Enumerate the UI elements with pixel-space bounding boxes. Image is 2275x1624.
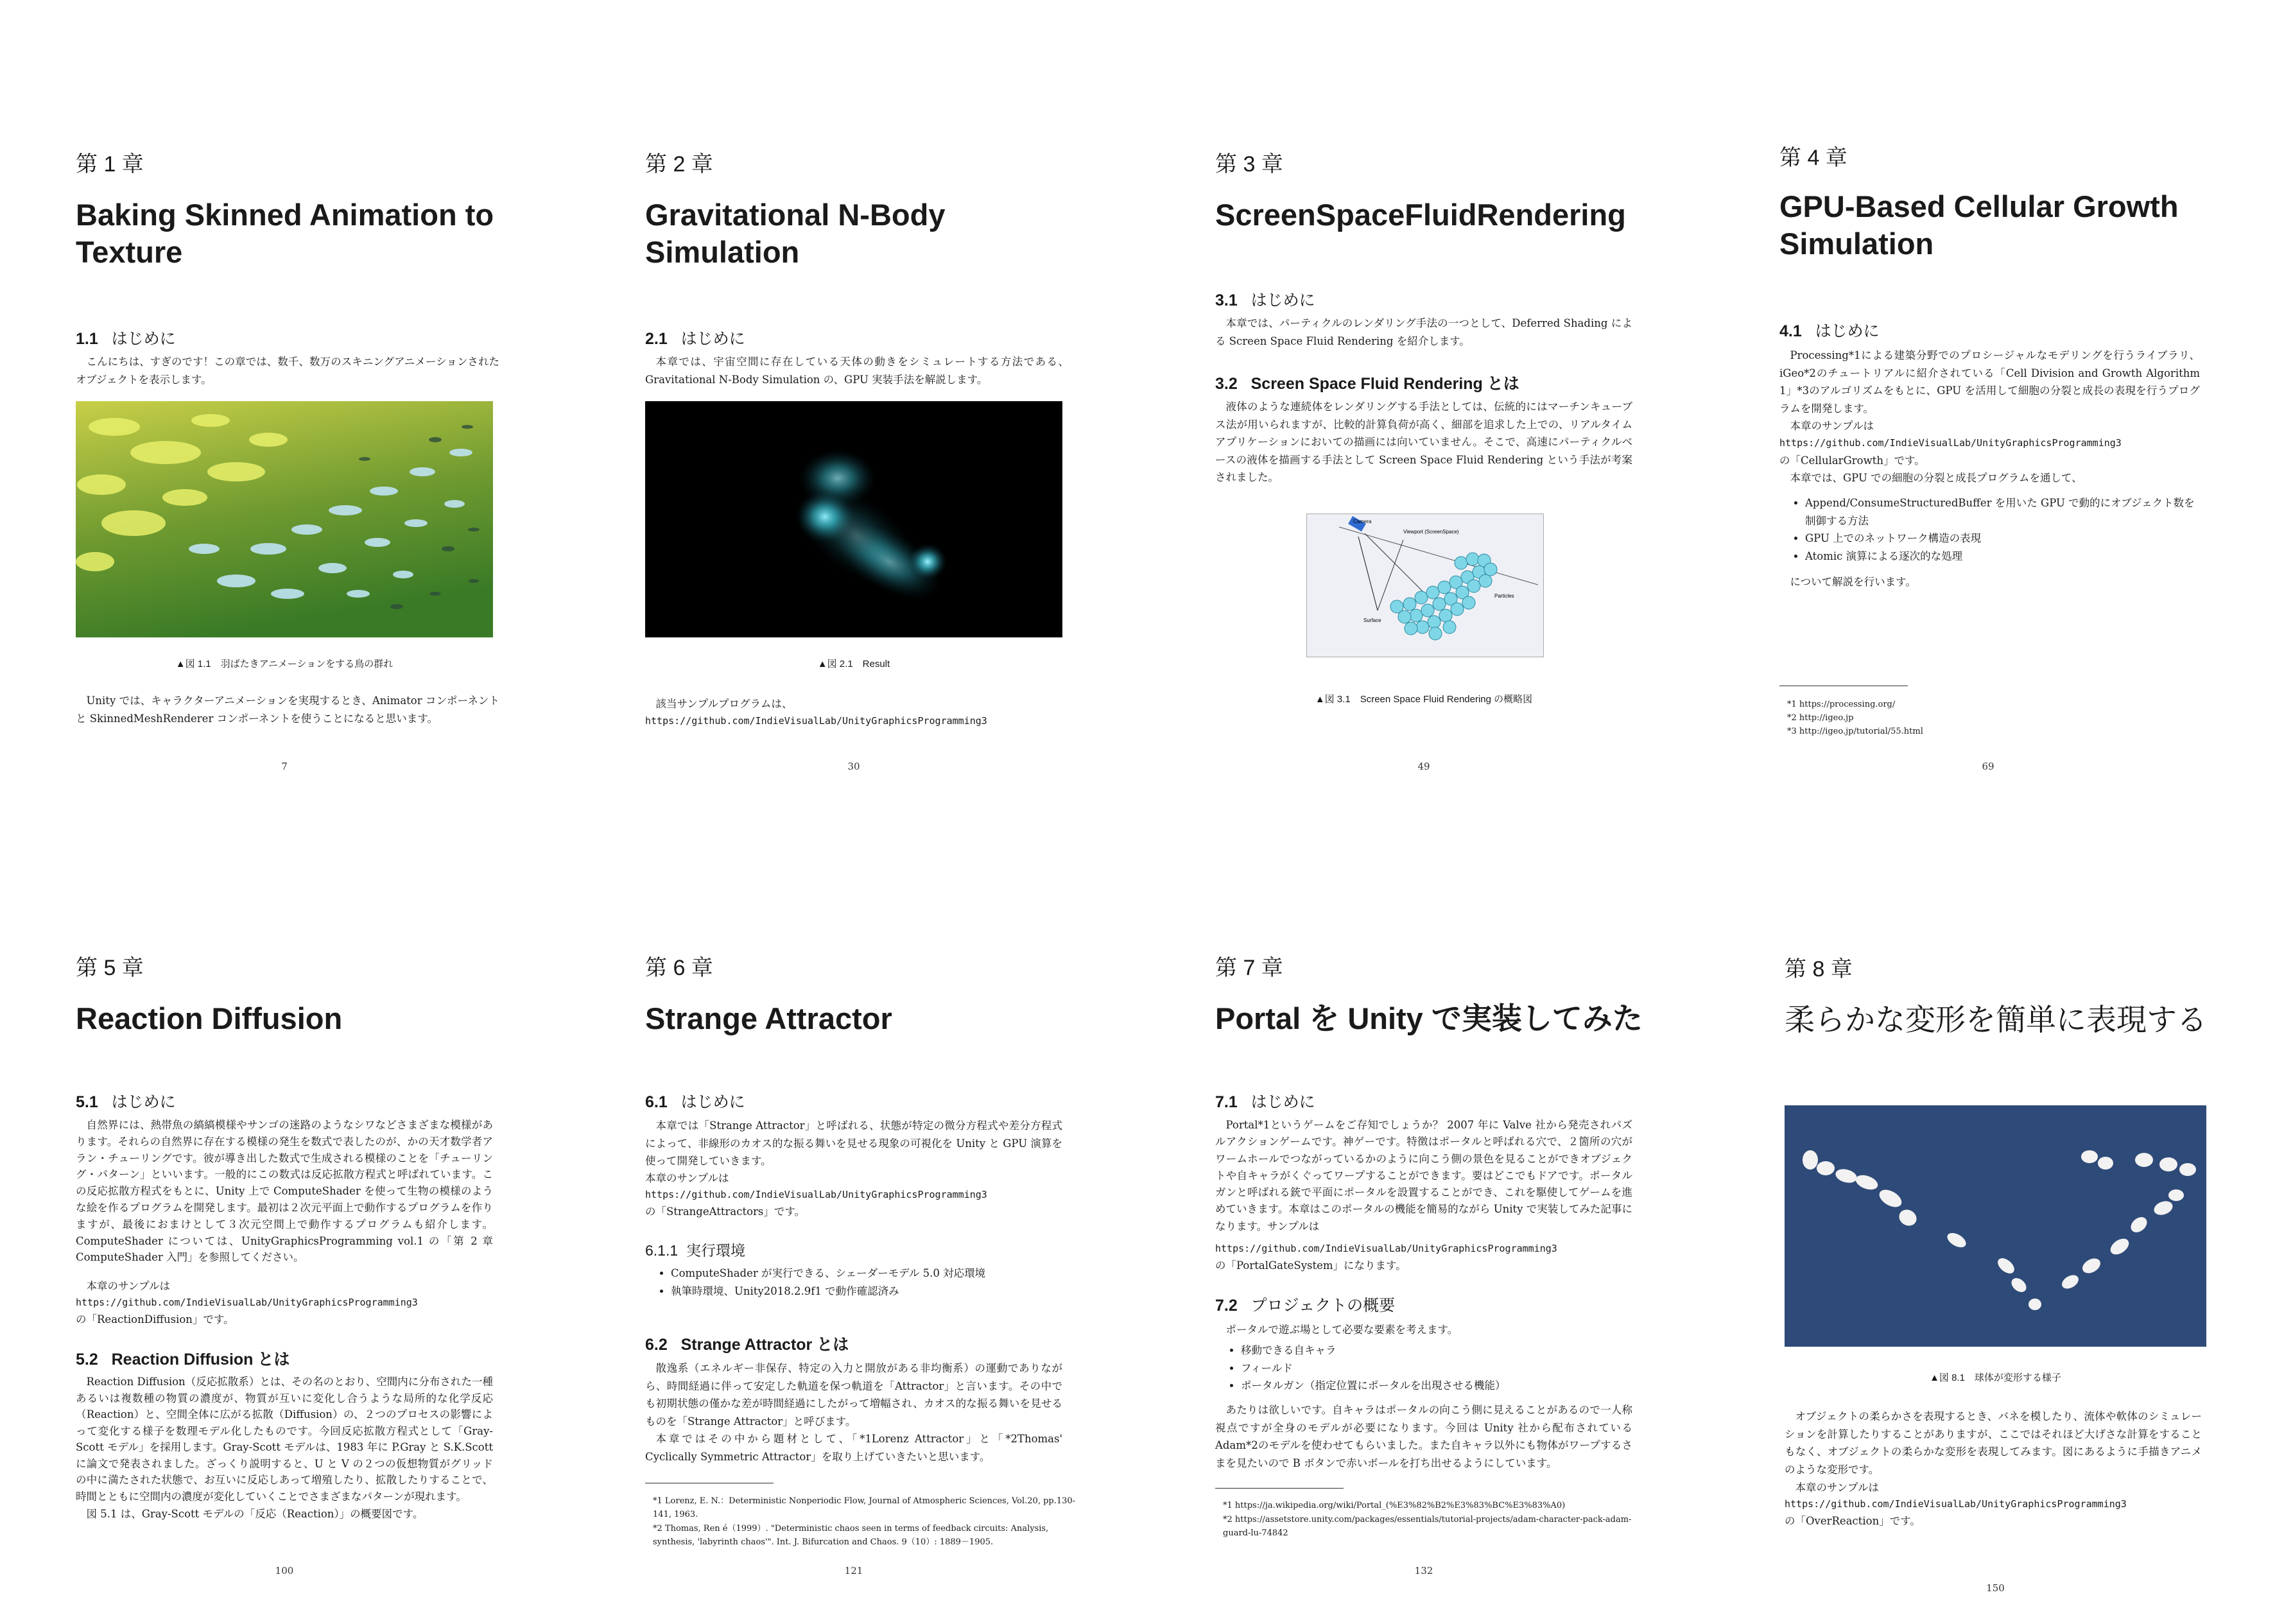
section-name: はじめに [680, 1093, 745, 1111]
paragraph: の「OverReaction」です。 [1785, 1515, 1921, 1527]
paragraph: Unity では、キャラクターアニメーションを実現するとき、Animator コンポーネントと SkinnedMeshRenderer コンポーネントを使うことになると思います。 [76, 695, 499, 725]
page-number: 100 [275, 1565, 294, 1576]
viewport-label: Viewport (ScreenSpace) [1403, 529, 1459, 535]
sample-url[interactable]: https://github.com/IndieVisualLab/UnityGraphicsProgramming3 [645, 1189, 987, 1200]
page-number: 69 [1982, 761, 1994, 772]
section-heading [1215, 288, 1315, 311]
deformation-image [1785, 1105, 2206, 1347]
nbody-image [645, 401, 1062, 637]
sample-url[interactable]: https://github.com/IndieVisualLab/UnityGraphicsProgramming3 [645, 715, 987, 727]
chapter-label: 第 7 章 [1215, 956, 1283, 980]
paragraph: 図 5.1 は、Gray-Scott モデルの「反応（Reaction）」の概要図です。 [86, 1508, 424, 1520]
section-name: はじめに [1815, 322, 1880, 340]
ssfr-diagram [1307, 514, 1543, 657]
subsection-heading [645, 1239, 745, 1260]
list-item: • Atomic 演算による逐次的な処理 [1805, 548, 2203, 566]
chapter-title: Portal を Unity で実装してみた [1215, 1001, 1643, 1035]
section-number: 2.1 [645, 330, 668, 348]
footnote: *1 https://processing.org/ [1787, 700, 1896, 709]
section-name: はじめに [680, 330, 745, 348]
section-heading [645, 1089, 745, 1112]
section-heading [1215, 1089, 1315, 1112]
chapter-label: 第 8 章 [1785, 957, 1853, 981]
paragraph: 散逸系（エネルギー非保存、特定の入力と開放がある非均衡系）の運動でありながら、時間経過に伴って安定した軌道を保つ軌道を「Attractor」と言います。その中でも初期状態の僅かな差が時間経過にしたがって増幅され、カオス的な振る舞いを見せるものを「Strange Attractor」と呼びます。 [645, 1362, 1062, 1428]
figure-caption: ▲図 1.1 羽ばたきアニメーションをする鳥の群れ [175, 659, 394, 669]
paragraph: オブジェクトの柔らかさを表現するとき、バネを模したり、流体や軟体のシミュレーションを計算したりすることがありますが、ここではそれほど大げさな計算をすることもなく、オブジェクトの柔らかな変形を表現してみます。図にあるように手描きアニメのような変形です。 [1785, 1410, 2202, 1476]
section-number: 4.1 [1779, 322, 1802, 340]
section-number: 7.1 [1215, 1093, 1238, 1111]
paragraph: について解説を行います。 [1790, 576, 1916, 588]
footnote: *2 Thomas, Ren é（1999）. "Deterministic chaos seen in terms of feedback circuits: Analysis, synthesis, 'labyrinth chaos'". Int. J. Bifurcation and Chaos. 9（10）: 1889－1905. [653, 1524, 1049, 1547]
section-number: 1.1 [76, 330, 98, 348]
page-number: 49 [1417, 761, 1430, 772]
paragraph: の「CellularGrowth」です。 [1779, 454, 1925, 467]
section-name: はじめに [1250, 1093, 1315, 1111]
chapter-label: 第 3 章 [1215, 152, 1283, 177]
sample-url[interactable]: https://github.com/IndieVisualLab/UnityGraphicsProgramming3 [1779, 437, 2122, 449]
chapter-title: Gravitational N-Body Simulation [645, 198, 946, 269]
footnote: *2 https://assetstore.unity.com/packages/essentials/tutorial-projects/adam-character-pack-adam-guard-lu-74842 [1223, 1515, 1632, 1538]
section-name: はじめに [111, 330, 176, 348]
paragraph: 本章では、GPU での細胞の分裂と成長プログラムを通して、 [1790, 472, 2082, 484]
section-name: はじめに [1250, 291, 1315, 309]
chapter-title: Reaction Diffusion [76, 1001, 343, 1035]
footnote: *2 http://igeo.jp [1787, 713, 1854, 723]
figure-nbody-result [645, 401, 1062, 637]
chapter-title: Strange Attractor [645, 1001, 892, 1035]
paragraph: Portal*1というゲームをご存知でしょうか？ 2007 年に Valve 社から発売されパズルアクションゲームです。神ゲーです。特徴はポータルと呼ばれる穴で、２箇所の穴がワームホールでつながっているかのように向こう側の景色を見ることができオブジェクトや自キャラがくぐってワープすることができます。要はどこでもドアです。ポータルガンと呼ばれる銃で平面にポータルを設置することができ、これを駆使してゲームを進めていきます。本章はこのポータルの機能を簡易的ながら Unity で実装してみた記事になります。サンプルは [1215, 1119, 1632, 1232]
paragraph: の「StrangeAttractors」です。 [645, 1205, 806, 1218]
subsection-name: 実行環境 [686, 1242, 745, 1259]
paragraph: 該当サンプルプログラムは、 [655, 698, 793, 710]
footnote: *3 http://igeo.jp/tutorial/55.html [1787, 727, 1923, 736]
list-item: • ComputeShader が実行できる、シェーダーモデル 5.0 対応環境 [671, 1265, 1069, 1283]
chapter-title: Baking Skinned Animation to Texture [76, 198, 494, 269]
footnote: *1 https://ja.wikipedia.org/wiki/Portal_(%E3%82%B2%E3%83%BC%E3%83%A0) [1223, 1501, 1566, 1510]
page-number: 7 [281, 761, 288, 772]
list-item: • GPU 上でのネットワーク構造の表現 [1805, 530, 2203, 548]
list-item: • Append/ConsumeStructuredBuffer を用いた GPU で動的にオブジェクト数を制御する方法 [1805, 494, 2203, 530]
section-name: Screen Space Fluid Rendering とは [1250, 375, 1519, 393]
figure-bird-flock [76, 401, 493, 637]
paragraph: あたりは欲しいです。自キャラはポータルの向こう側に見えることがあるので一人称視点ですが全身のモデルが必要になります。今回は Unity 社から配布されている Adam*2のモデルを使わせてもらいました。また自キャラ以外にも物体がワープするさまを見たいので B ボタンで赤いボールを打ち出せるようにしています。 [1215, 1404, 1632, 1469]
page-number: 132 [1414, 1565, 1433, 1576]
list-item: • ポータルガン（指定位置にポータルを出現させる機能） [1241, 1377, 1639, 1395]
section-name: はじめに [111, 1093, 176, 1111]
figure-caption: ▲図 3.1 Screen Space Fluid Rendering の概略図 [1315, 694, 1533, 705]
section-heading [76, 1089, 176, 1112]
chapter-title: GPU-Based Cellular Growth Simulation [1779, 189, 2179, 261]
section-number: 6.2 [645, 1336, 668, 1354]
surface-label: Surface [1363, 618, 1381, 623]
section-heading [76, 1347, 290, 1370]
paragraph: Processing*1による建築分野でのプロシージャルなモデリングを行うライブラリ、iGeo*2のチュートリアルに紹介されている「Cell Division and Growth Algorithm 1」*3のアルゴリズムをもとに、GPU を活用して細胞の分裂と成長の表現を行うプログラムを開発します。 [1779, 349, 2200, 415]
page-number: 30 [847, 761, 860, 772]
paragraph: 本章ではその中から題材として、「*1Lorenz Attractor」と「*2Thomas' Cyclically Symmetric Attractor」を取り上げていきたいと思います。 [645, 1433, 1062, 1463]
section-number: 6.1 [645, 1093, 668, 1111]
list-item: • 執筆時環境、Unity2018.2.9f1 で動作確認済み [671, 1283, 1069, 1300]
footnote-rule [1215, 1488, 1344, 1489]
chapter-label: 第 5 章 [76, 956, 144, 980]
paragraph: の「PortalGateSystem」になります。 [1215, 1259, 1406, 1272]
bullet-list [645, 1265, 1069, 1300]
section-number: 7.2 [1215, 1297, 1238, 1315]
chapter-label: 第 2 章 [645, 152, 713, 177]
section-heading [645, 326, 745, 349]
section-name: Reaction Diffusion とは [111, 1351, 290, 1369]
section-heading [1779, 318, 1880, 341]
footnote: *1 Lorenz, E. N.：Deterministic Nonperiodic Flow, Journal of Atmospheric Sciences, Vol.20, pp.130-141, 1963. [653, 1496, 1076, 1519]
paragraph: ポータルで遊ぶ場として必要な要素を考えます。 [1225, 1324, 1458, 1336]
sample-url[interactable]: https://github.com/IndieVisualLab/UnityGraphicsProgramming3 [1215, 1243, 1557, 1254]
paragraph: 本章のサンプルは [1795, 1481, 1880, 1494]
list-item: • フィールド [1241, 1360, 1639, 1378]
paragraph: こんにちは、すぎのです！この章では、数千、数万のスキニングアニメーションされたオブジェクトを表示します。 [76, 356, 499, 386]
section-heading [76, 326, 176, 349]
camera-label: Camera [1353, 519, 1372, 524]
paragraph: 本章では、宇宙空間に存在している天体の動きをシミュレートする方法である、Gravitational N-Body Simulation の、GPU 実装手法を解説します。 [645, 356, 1069, 386]
chapter-title: ScreenSpaceFluidRendering [1215, 198, 1626, 232]
bullet-list [1779, 494, 2203, 565]
section-number: 5.1 [76, 1093, 98, 1111]
figure-soft-deformation [1785, 1105, 2206, 1347]
bullet-list [1215, 1342, 1639, 1395]
list-item: • 移動できる自キャラ [1241, 1342, 1639, 1360]
paragraph: 本章では「Strange Attractor」と呼ばれる、状態が特定の微分方程式や差分方程式によって、非線形のカオス的な振る舞いを見せる現象の可視化を Unity と GPU 演算を使って開発していきます。 [645, 1119, 1062, 1167]
figure-caption: ▲図 2.1 Result [817, 659, 890, 669]
bird-flock-image [76, 401, 493, 637]
paragraph: Reaction Diffusion（反応拡散系）とは、その名のとおり、空間内に分布された一種あるいは複数種の物質の濃度が、物質が互いに変化し合うような局所的な化学反応（Reaction）と、空間全体に広がる拡散（Diffusion）の、２つのプロセスの影響によって変化する様子を数理モデル化したものです。今回反応拡散方程式として「Gray-Scott モデル」を採用します。Gray-Scott モデルは、1983 年に P.Gray と S.K.Scott に論文で発表されました。ざっくり説明すると、U と V の２つの仮想物質がグリッドの中に満たされた状態で、お互いに反応しあって増殖したり、拡散したりすることで、時間とともに空間内の濃度が変化していくことでさまざまなパターンが現れます。 [76, 1376, 493, 1503]
section-heading [645, 1332, 849, 1355]
figure-ssfr-diagram [1306, 514, 1544, 657]
chapter-label: 第 4 章 [1779, 146, 1847, 170]
subsection-number: 6.1.1 [645, 1242, 679, 1259]
paragraph: 本章では、パーティクルのレンダリング手法の一つとして、Deferred Shading による Screen Space Fluid Rendering を紹介します。 [1215, 317, 1632, 347]
sample-url[interactable]: https://github.com/IndieVisualLab/UnityGraphicsProgramming3 [1785, 1498, 2127, 1510]
section-number: 5.2 [76, 1351, 98, 1369]
paragraph: 液体のような連続体をレンダリングする手法としては、伝統的にはマーチンキューブス法が用いられますが、比較的計算負荷が高く、細部を追求した上での、リアルタイムアプリケーションにおいての描画には向いていません。そこで、高速にパーティクルベースの液体を描画する手法として Screen Space Fluid Rendering という手法が考案されました。 [1215, 401, 1632, 483]
section-number: 3.2 [1215, 375, 1238, 393]
section-name: Strange Attractor とは [680, 1336, 849, 1354]
paragraph: の「ReactionDiffusion」です。 [76, 1313, 234, 1326]
page-number: 150 [1986, 1582, 2005, 1594]
paragraph: 本章のサンプルは [645, 1172, 729, 1184]
paragraph: 本章のサンプルは [1790, 420, 1874, 432]
particles-label: Particles [1494, 593, 1514, 599]
section-number: 3.1 [1215, 291, 1238, 309]
figure-caption: ▲図 8.1 球体が変形する様子 [1930, 1372, 2061, 1383]
sample-url[interactable]: https://github.com/IndieVisualLab/UnityGraphicsProgramming3 [76, 1297, 418, 1308]
paragraph: 本章のサンプルは [86, 1280, 171, 1292]
section-name: プロジェクトの概要 [1250, 1297, 1396, 1315]
page-number: 121 [844, 1565, 863, 1576]
section-heading [1215, 1293, 1395, 1316]
section-heading [1215, 371, 1519, 394]
chapter-label: 第 1 章 [76, 152, 144, 177]
paragraph: 自然界には、熱帯魚の縞縞模様やサンゴの迷路のようなシワなどさまざまな模様があります。それらの自然界に存在する模様の発生を数式で表したのが、かの天才数学者アラン・チューリングです。彼が導き出した数式で生成される模様のことを「チューリング・パターン」といいます。一般的にこの数式は反応拡散方程式と呼ばれています。この反応拡散方程式をもとに、Unity 上で ComputeShader を使って生物の模様のような絵を作るプログラムを開発します。最初は２次元平面上で動作するプログラムを作りますが、最後におまけとして３次元空間上で動作するプログラムも紹介します。ComputeShader については、UnityGraphicsProgramming vol.1 の「第 2 章 ComputeShader 入門」を参照してください。 [76, 1119, 493, 1264]
chapter-title: 柔らかな変形を簡単に表現する [1785, 1003, 2207, 1037]
chapter-label: 第 6 章 [645, 956, 713, 980]
